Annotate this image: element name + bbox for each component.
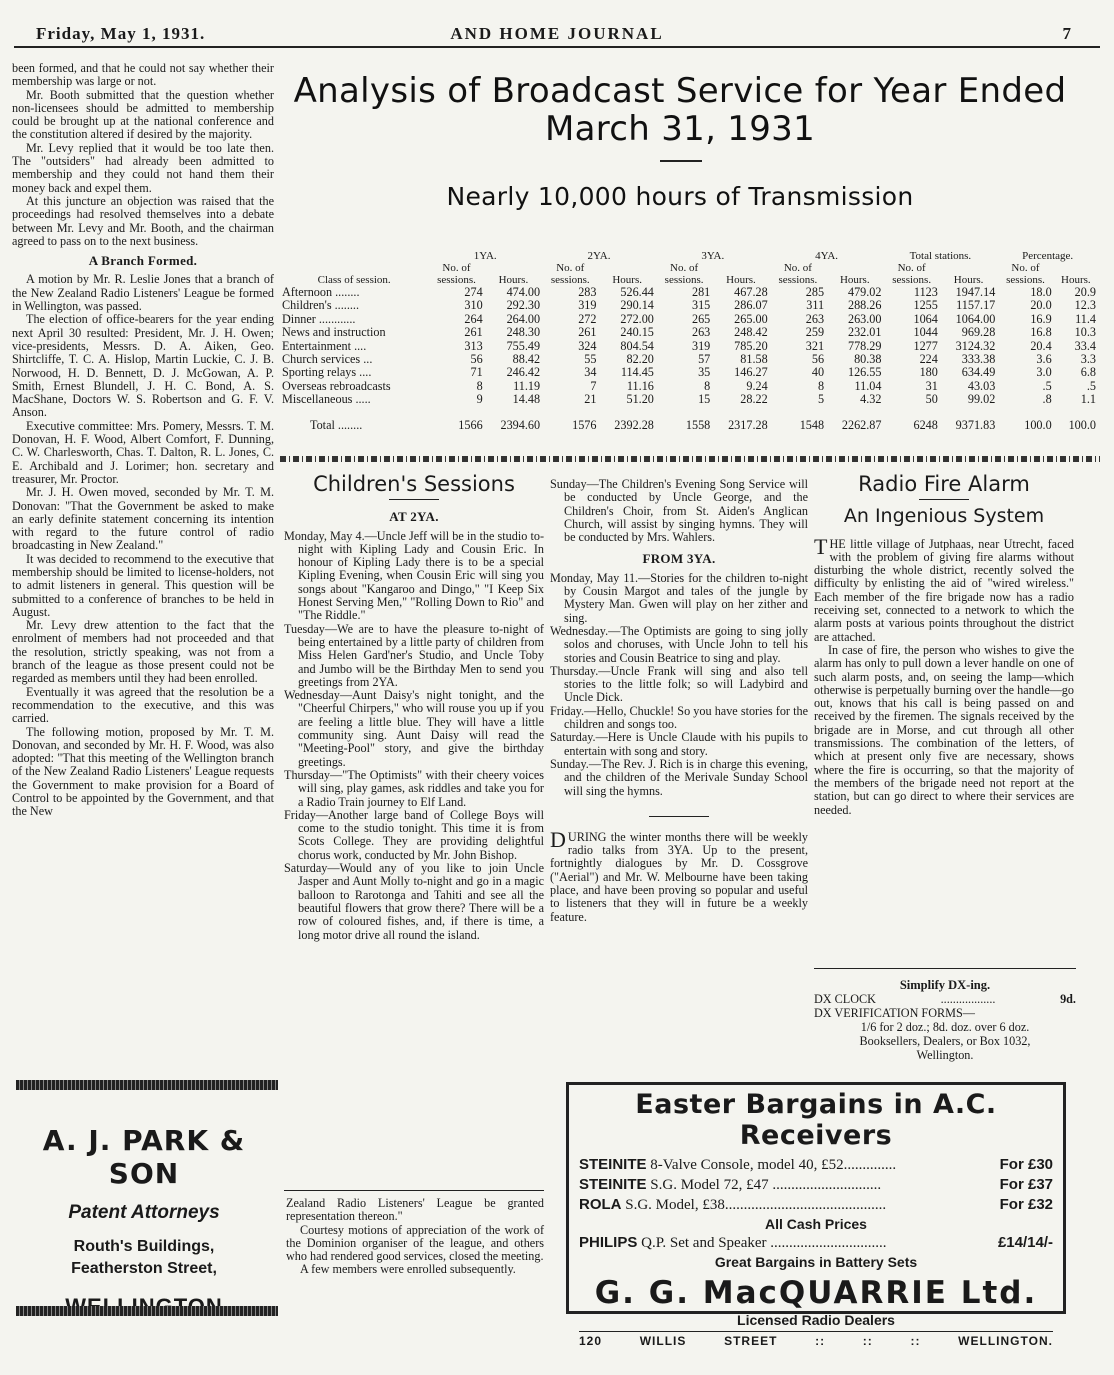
park-bottom-hatch — [16, 1306, 278, 1316]
table-sub-blank — [485, 262, 542, 274]
table-cell: 259 — [805, 325, 825, 340]
page-header — [14, 24, 1100, 48]
dx-clock-row — [814, 992, 1076, 1006]
dx-forms-price: 1/6 for 2 doz.; 8d. doz. over 6 doz. — [860, 1020, 1030, 1034]
table-cell: 1064 — [913, 311, 938, 326]
mac-line-left — [579, 1175, 881, 1195]
left-column-article — [12, 62, 274, 819]
table-cell: 7 — [590, 378, 597, 393]
table-group-label: 1YA. — [473, 250, 497, 262]
table-cell: 265 — [691, 311, 711, 326]
table-cell: 265.00 — [734, 311, 768, 326]
mac-line-left — [579, 1195, 886, 1215]
table-cell: 31 — [925, 378, 938, 393]
table-cell: 8 — [817, 378, 825, 393]
left-paragraph: A motion by Mr. R. Leslie Jones that a branch of the New Zealand Radio Listeners' League be formed in Wellington, was passed. — [12, 272, 274, 314]
table-row — [280, 326, 1098, 339]
table-row — [280, 393, 1098, 406]
table-row — [280, 286, 1098, 299]
radio-fire-title: Radio Fire Alarm — [858, 472, 1030, 496]
table-group-label: 2YA. — [587, 250, 611, 262]
table-cell: 3.6 — [1036, 352, 1052, 367]
table-sub-blank — [1054, 262, 1098, 274]
table-row-label: Dinner ............ — [282, 311, 356, 326]
mac-title: Easter Bargains in A.C. Receivers — [635, 1089, 997, 1151]
table-cell: 321 — [805, 338, 825, 353]
at-2ya-heading: AT 2YA. — [389, 509, 439, 525]
table-cell: 785.20 — [734, 338, 768, 353]
table-cell: 50 — [925, 392, 938, 407]
table-cell: 264 — [464, 311, 483, 326]
table-cell: 274 — [464, 285, 483, 299]
table-cell: 6.8 — [1080, 365, 1096, 380]
mac-address-part: WELLINGTON. — [958, 1334, 1053, 1348]
mac-philips-label: PHILIPS — [579, 1234, 638, 1251]
table-cell: 11.4 — [1075, 311, 1096, 326]
table-cell: 1157.17 — [956, 298, 996, 313]
left-paragraph: Mr. Booth submitted that the question whether non-licensees should be admitted to membership could be brought up at the national conference and the constitution altered if desired by the majority. — [12, 87, 274, 142]
mac-address-part: :: — [862, 1334, 873, 1348]
left-paragraph: At this juncture an objection was raised that the proceedings had resolved themselves into a debate between Mr. Levy and Mr. Booth, and the chairman agreed to pass on to the next business. — [12, 193, 274, 248]
table-cell: 467.28 — [734, 285, 768, 299]
mac-line-desc: S.G. Model, £38........................................... — [625, 1197, 887, 1213]
radio-fire-text — [814, 533, 1074, 817]
table-sessions-label: sessions. — [550, 274, 590, 286]
table-cell: 319 — [578, 298, 597, 313]
table-cell: 292.30 — [506, 298, 541, 313]
table-cell: 526.44 — [620, 285, 654, 299]
table-total-cell: 1566 — [458, 417, 483, 432]
table-sub-blank — [598, 262, 655, 274]
table-cell: 1064.00 — [955, 311, 996, 326]
table-cell: 3124.32 — [955, 338, 996, 353]
dx-city: Wellington. — [916, 1048, 974, 1062]
childrens-item: Wednesday—Aunt Daisy's night tonight, and the "Cheerful Chirpers," who will rouse you up if you are feeling a little blue. They will have a little community sing. Aunt Daisy will read the "Meeting-Pool" story, and give the birthday greetings. — [284, 688, 544, 769]
mac-cash: All Cash Prices — [765, 1216, 867, 1232]
table-row — [280, 366, 1098, 379]
3ya-items — [550, 572, 808, 798]
table-cell: 1123 — [913, 285, 938, 299]
table-cell: 285 — [805, 285, 825, 299]
park-advert — [12, 1098, 276, 1312]
table-cell: .5 — [1042, 378, 1052, 393]
dx-sellers: Booksellers, Dealers, or Box 1032, — [859, 1034, 1031, 1048]
mac-address — [579, 1331, 1053, 1348]
table-cell: 1255 — [913, 298, 938, 313]
table-sub-label: No. of — [1011, 262, 1040, 274]
table-corner — [280, 250, 428, 262]
mac-address-part: STREET — [724, 1334, 778, 1348]
table-total-row — [280, 407, 1098, 432]
table-sessions-label: sessions. — [437, 274, 476, 286]
table-cell: 290.14 — [620, 298, 654, 313]
table-hours-label: Hours. — [612, 274, 642, 286]
park-name: A. J. PARK & SON — [42, 1124, 246, 1190]
tail-paragraph: Courtesy motions of appreciation of the work of the Dominion organiser of the league, and others who had rendered good services, closed the meeting. — [286, 1222, 544, 1264]
table-row-label: Entertainment .... — [282, 338, 367, 353]
table-group-label: 4YA. — [815, 250, 839, 262]
table-cell: 9.24 — [746, 378, 768, 393]
left-paragraph: Executive committee: Mrs. Pomery, Messrs. T. M. Donovan, H. F. Wood, Albert Comfort, F. Dunning, C. W. Charlesworth, Chas. T. Dalton, R. L. Jones, C. E. Archibald and J. Lorimer; hon. secretary and treasurer, Mr. Proctor. — [12, 418, 274, 486]
table-total-cell: 9371.83 — [955, 417, 996, 432]
broadcast-table-grid — [280, 250, 1098, 432]
table-total-cell: 1548 — [799, 417, 825, 432]
mac-address-part: :: — [815, 1334, 826, 1348]
during-rule — [649, 816, 709, 817]
table-cell: 16.9 — [1030, 311, 1052, 326]
table-cell: .5 — [1086, 378, 1096, 393]
table-cell: 33.4 — [1074, 338, 1096, 353]
table-total-cell: 1558 — [685, 417, 711, 432]
table-cell: 9 — [476, 392, 483, 407]
table-cell: 311 — [806, 298, 825, 313]
table-cell: 288.26 — [847, 298, 882, 313]
3ya-item: Saturday.—Here is Uncle Claude with his pupils to entertain with song and story. — [550, 730, 808, 758]
dx-title: Simplify DX-ing. — [899, 978, 991, 992]
table-cell: 263 — [691, 325, 711, 340]
childrens-rule — [389, 499, 439, 500]
table-cell: 51.20 — [626, 392, 654, 407]
table-sub-blank — [940, 262, 997, 274]
macquarrie-advert — [566, 1082, 1066, 1348]
table-sub1-row — [280, 262, 1098, 274]
table-cell: 248.42 — [734, 325, 768, 340]
mac-philips — [579, 1233, 1053, 1253]
dx-advert — [814, 978, 1076, 1062]
dx-clock-dots: .................. — [940, 992, 996, 1006]
3ya-item: Monday, May 11.—Stories for the children to-night by Cousin Margot and tales of the jungle by Mystery Man. Gwen will play on her zither and sing. — [550, 570, 808, 625]
table-sub-blank — [826, 262, 883, 274]
table-row — [280, 353, 1098, 366]
dx-rule — [814, 968, 1076, 969]
table-cell: 21 — [584, 392, 597, 407]
table-row-label: Sporting relays .... — [282, 365, 372, 380]
mac-battery: Great Bargains in Battery Sets — [714, 1254, 918, 1270]
left-paragraph: Mr. Levy replied that it would be too late then. The "outsiders" had already been admitted to membership and they could not hand them their money back and expel them. — [12, 140, 274, 195]
table-sessions-label: sessions. — [892, 274, 932, 286]
table-total-cell: 2317.28 — [728, 417, 768, 432]
table-hours-label: Hours. — [1061, 274, 1091, 286]
table-total-cell: 100.0 — [1024, 417, 1052, 432]
table-total-cell: 6248 — [913, 417, 938, 432]
table-cell: 126.55 — [847, 365, 882, 380]
table-row — [280, 380, 1098, 393]
table-sessions-label: sessions. — [778, 274, 818, 286]
table-cell: 3.3 — [1080, 352, 1096, 367]
dx-clock: DX CLOCK — [814, 992, 876, 1006]
page-number: 7 — [1062, 24, 1072, 43]
table-cell: 272.00 — [620, 311, 654, 326]
table-group-label: Percentage. — [1022, 250, 1074, 262]
mac-line-left — [579, 1155, 896, 1175]
left-subheading: A Branch Formed. — [88, 253, 198, 269]
table-cell: 1044 — [913, 325, 938, 340]
mac-licensed: Licensed Radio Dealers — [737, 1312, 895, 1328]
mac-line-desc: S.G. Model 72, £47 ............................. — [650, 1177, 882, 1193]
table-sub-label: No. of — [897, 262, 926, 274]
table-cell: 71 — [470, 365, 483, 380]
table-group-label: 3YA. — [701, 250, 725, 262]
table-sub-label: No. of — [442, 262, 471, 274]
mac-company: G. G. MacQUARRIE Ltd. — [594, 1275, 1038, 1311]
table-cell: 4.32 — [860, 392, 882, 407]
park-role: Patent Attorneys — [68, 1202, 220, 1223]
childrens-item: Friday—Another large band of College Boys will come to the studio tonight. This time it is from Scots College. They are providing delightful chorus work, conducted by Mr. John Bishop. — [284, 807, 544, 862]
sunday-item: Sunday—The Children's Evening Song Service will be conducted by Uncle George, and the Children's Choir, from St. Aiden's Anglican Church, will assist by singing hymns. They will be conducted by Mrs. Wahlers. — [550, 477, 808, 545]
table-hours-label: Hours. — [839, 274, 870, 286]
table-sub-blank — [712, 262, 769, 274]
table-cell: 146.27 — [734, 365, 768, 380]
mac-line-label: ROLA — [579, 1196, 622, 1213]
table-cell: 11.16 — [626, 378, 654, 393]
park-addr2: Featherston Street, — [71, 1260, 217, 1277]
table-row — [280, 340, 1098, 353]
table-row — [280, 313, 1098, 326]
3ya-item: Friday.—Hello, Chuckle! So you have stories for the children and songs too. — [550, 703, 808, 732]
table-cell: 180 — [919, 365, 938, 380]
table-cell: 114.45 — [620, 365, 654, 380]
left-paragraph: The following motion, proposed by Mr. T. M. Donovan, and seconded by Mr. H. F. Wood, was also adopted: "That this meeting of the Wellington branch of the New Zealand Radio Listeners' League requests the Government to make provision for a Board of Control to be appointed by the Government, and that the New — [12, 724, 274, 819]
table-cell: 263 — [805, 311, 825, 326]
table-hours-label: Hours. — [726, 274, 756, 286]
radio-fire-paragraph: THE little village of Jutphaas, near Utrecht, faced with the problem of giving fire alarms without disturbing the whole district, recently solved the difficulty by enlisting the aid of "wired wireless." Each member of the fire brigade now has a radio receiving set, connected to a network to which the alarm posts at various points throughout the district are attached. — [814, 533, 1074, 644]
table-cell: 99.02 — [967, 392, 996, 407]
table-row — [280, 299, 1098, 312]
mac-line-price: For £30 — [999, 1156, 1053, 1173]
table-cell: 43.03 — [967, 378, 996, 393]
table-cell: 634.49 — [961, 365, 996, 380]
table-cell: 281 — [691, 285, 711, 299]
mac-philips-price: £14/14/- — [997, 1234, 1053, 1251]
table-cell: 319 — [691, 338, 711, 353]
section-divider — [280, 456, 1100, 462]
table-cell: 56 — [470, 352, 483, 367]
table-total-cell: 2394.60 — [500, 417, 541, 432]
table-cell: 324 — [578, 338, 597, 353]
left-paragraph: Eventually it was agreed that the resolution be a recommendation to the executive, and this was carried. — [12, 684, 274, 726]
radio-fire-alarm-column — [814, 472, 1074, 817]
left-paragraph: been formed, and that he could not say whether their membership was large or not. — [12, 61, 274, 89]
article-tail — [286, 1197, 544, 1277]
table-total-cell: 2392.28 — [614, 417, 654, 432]
table-cell: 80.38 — [854, 352, 882, 367]
table-cell: 5 — [817, 392, 825, 407]
table-cell: 1277 — [913, 338, 938, 353]
table-sessions-label: sessions. — [664, 274, 704, 286]
table-cell: 35 — [698, 365, 711, 380]
table-cell: 283 — [578, 285, 597, 299]
table-total-cell: 1576 — [572, 417, 597, 432]
mac-address-part: 120 — [579, 1334, 603, 1348]
table-cell: 246.42 — [506, 365, 541, 380]
table-row-label: News and instruction — [282, 325, 386, 340]
table-cell: 1947.14 — [955, 285, 996, 299]
broadcast-table — [280, 250, 1098, 432]
table-cell: 315 — [691, 298, 711, 313]
mac-philips-desc: Q.P. Set and Speaker ............................... — [641, 1235, 887, 1251]
tail-paragraph: Zealand Radio Listeners' League be granted representation thereon." — [286, 1196, 544, 1224]
dx-forms: DX VERIFICATION FORMS— — [814, 1006, 975, 1020]
3ya-item: Thursday.—Uncle Frank will sing and also tell stories to the little folk; so will Ladybird and Uncle Dick. — [550, 663, 808, 705]
table-cell: 15 — [698, 392, 711, 407]
table-subtitle: Nearly 10,000 hours of Transmission — [446, 182, 914, 211]
table-hours-label: Hours. — [498, 274, 529, 286]
table-cell: 82.20 — [626, 352, 654, 367]
table-cell: 313 — [464, 338, 483, 353]
table-cell: 16.8 — [1030, 325, 1052, 340]
park-top-hatch — [16, 1080, 278, 1090]
mac-address-part: WILLIS — [639, 1334, 687, 1348]
childrens-title: Children's Sessions — [313, 472, 515, 496]
table-total-cell: 2262.87 — [841, 417, 882, 432]
mac-line — [579, 1195, 1053, 1215]
table-cell: 10.3 — [1074, 325, 1096, 340]
3ya-item: Wednesday.—The Optimists are going to sing jolly solos and choruses, with Uncle John to tell his stories and Cousin Beatrice to sing and play. — [550, 623, 808, 665]
mac-line-label: STEINITE — [579, 1156, 647, 1173]
sunday-items — [550, 478, 808, 544]
3ya-item: Sunday.—The Rev. J. Rich is in charge this evening, and the children of the Merivale Sunday School will sing the hymns. — [550, 756, 808, 798]
radio-fire-rule — [919, 499, 969, 500]
table-cell: 264.00 — [506, 311, 541, 326]
table-cell: 286.07 — [734, 298, 768, 313]
table-group-label: Total stations. — [909, 250, 972, 262]
mac-line-desc: 8-Valve Console, model 40, £52.............. — [650, 1157, 897, 1173]
table-cell: 57 — [698, 352, 711, 367]
sunday-3ya-column — [550, 478, 808, 924]
header-date: Friday, May 1, 1931. — [36, 24, 206, 43]
park-addr1: Routh's Buildings, — [73, 1238, 215, 1255]
childrens-item: Monday, May 4.—Uncle Jeff will be in the studio to-night with Kipling Lady and Cousin Eric. In honour of Kipling Lady there is to be a special Kipling Evening, when Cousin Eric will sing you songs about "Kangaroo and Dingo," "I Keep Six Honest Serving Men," "Rolling Down to Rio" and "The Riddle." — [284, 528, 544, 623]
table-cell: 969.28 — [961, 325, 996, 340]
table-cell: 224 — [919, 352, 938, 367]
mac-line — [579, 1155, 1053, 1175]
left-paragraph: Mr. J. H. Owen moved, seconded by Mr. T. M. Donovan: "That the Government be asked to make an early definite statement concerning its intention with regard to the future control of radio broadcasting in New Zealand." — [12, 485, 274, 553]
table-cell: 333.38 — [961, 352, 996, 367]
childrens-item: Saturday—Would any of you like to join Uncle Jasper and Aunt Molly to-night and go in a magic balloon to Rarotonga and Tahiti and see all the beautiful flowers that grow there? There will be a row of coloured fishes, and, if there is time, a long motor drive all round the island. — [284, 861, 544, 942]
table-row-label: Church services ... — [282, 352, 373, 367]
table-cell: 804.54 — [620, 338, 654, 353]
table-cell: 14.48 — [512, 392, 541, 407]
table-cell: 8 — [476, 378, 483, 393]
table-row-label: Miscellaneous ..... — [282, 392, 371, 407]
table-cell: 20.4 — [1030, 338, 1052, 353]
table-cell: 18.0 — [1030, 285, 1052, 299]
childrens-items — [284, 530, 544, 942]
left-paragraph: It was decided to recommend to the executive that membership should be limited to license-holders, not to admit listeners in general. This question will be submitted to a conference of branches to be held in August. — [12, 551, 274, 619]
table-sub-label: No. of — [556, 262, 585, 274]
table-cell: 28.22 — [740, 392, 768, 407]
table-hours-label: Hours. — [953, 274, 984, 286]
table-cell: 55 — [584, 352, 597, 367]
title-rule — [660, 160, 702, 162]
childrens-item: Thursday—"The Optimists" with their cheery voices will sing, play games, ask riddles and take you for a Radio Train journey to Elf Land. — [284, 767, 544, 809]
table-cell: 8 — [704, 378, 711, 393]
table-cell: 479.02 — [847, 285, 882, 299]
table-cell: 248.30 — [506, 325, 541, 340]
table-cell: 20.9 — [1074, 285, 1096, 299]
left-paragraph: Mr. Levy drew attention to the fact that the enrolment of members had not proceeded and that the resolution, strictly speaking, was not from a branch of the league as those present could not be regarded as members until they had been enrolled. — [12, 618, 274, 686]
mac-lines — [579, 1155, 1053, 1215]
table-cell: 310 — [464, 298, 483, 313]
table-row-label: Children's ........ — [282, 298, 360, 313]
table-cell: .8 — [1042, 392, 1052, 407]
table-cell: 3.0 — [1036, 365, 1052, 380]
winter-talks-paragraph: DURING the winter months there will be weekly radio talks from 3YA. Up to the present, fortnightly dialogues by Mr. D. Cossgrove ("Aerial") and Mr. W. Melbourne have been taking place, and have been proving so popular and useful to listeners that they will in future be a weekly feature. — [550, 826, 808, 924]
table-total-label: Total ........ — [310, 417, 363, 432]
dx-clock-price: 9d. — [1060, 992, 1076, 1006]
table-cell: 272 — [578, 311, 597, 326]
tail-rule — [284, 1190, 544, 1191]
table-cell: 81.58 — [740, 352, 768, 367]
table-cell: 88.42 — [512, 352, 541, 367]
table-cell: 12.3 — [1074, 298, 1096, 313]
table-cell: 240.15 — [620, 325, 654, 340]
mac-line-price: For £37 — [999, 1176, 1053, 1193]
table-row-label: Afternoon ........ — [282, 285, 360, 299]
table-cell: 11.19 — [513, 378, 541, 393]
table-cell: 755.49 — [506, 338, 541, 353]
table-cell: 20.0 — [1030, 298, 1052, 313]
table-row-label: Overseas rebroadcasts — [282, 378, 391, 393]
table-cell: 778.29 — [847, 338, 882, 353]
mac-line — [579, 1175, 1053, 1195]
table-sub-label: No. of — [783, 262, 812, 274]
header-journal: AND HOME JOURNAL — [450, 24, 664, 43]
childrens-sessions-column — [284, 472, 544, 942]
mac-line-price: For £32 — [999, 1196, 1053, 1213]
table-sessions-label: sessions. — [1006, 274, 1045, 286]
table-class-label: Class of session. — [317, 274, 391, 286]
table-cell: 261 — [578, 325, 597, 340]
from-3ya-heading: FROM 3YA. — [642, 551, 716, 567]
childrens-item: Tuesday—We are to have the pleasure to-night of being entertained by a little party of children from Miss Helen Gard'ner's Studio, and Uncle Toby and Jumbo will be the Birthday Men to send you greetings from 2YA. — [284, 621, 544, 689]
table-corner — [280, 262, 428, 274]
table-title: Analysis of Broadcast Service for Year Ended March 31, 1931 — [293, 71, 1067, 149]
table-cell: 232.01 — [847, 325, 882, 340]
radio-fire-paragraph: In case of fire, the person who wishes to give the alarm has only to pull down a lever handle on one of such alarm posts, and, on seeing the lamp—which otherwise is perpetually burning over the handle—go out, knows that his call is being passed on and received by the firemen. The signals received by the brigade are in Morse, and cut through all other transmissions. The combination of the letters, of which at present only five are necessary, shows where the fire is occurring, so that the majority of the members of the brigade need not report at the station, but can go direct to where their services are needed. — [814, 642, 1074, 817]
table-sub-label: No. of — [670, 262, 699, 274]
table-cell: 263.00 — [847, 311, 882, 326]
table-cell: 34 — [584, 365, 597, 380]
table-cell: 40 — [811, 365, 825, 380]
table-cell: 474.00 — [506, 285, 541, 299]
table-group-row — [280, 250, 1098, 262]
table-cell: 261 — [464, 325, 483, 340]
tail-paragraph: A few members were enrolled subsequently. — [300, 1262, 516, 1277]
table-cell: 1.1 — [1080, 392, 1096, 407]
table-total-cell: 100.0 — [1068, 417, 1096, 432]
table-cell: 11.04 — [854, 378, 882, 393]
left-paragraph: The election of office-bearers for the year ending next April 30 resulted: President, Mr. J. H. Owen; vice-presidents, Messrs. D. A. Aiken, Geo. Shirtcliffe, T. C. A. Hislop, Martin Luckie, C. J. B. Norwood, H. D. Bennett, D. J. McGowan, A. P. Smith, Ernest Blundell, J. H. C. Bond, A. S. MacShane, Doctors W. S. Robertson and G. F. V. Anson. — [12, 312, 274, 420]
radio-fire-subtitle: An Ingenious System — [843, 505, 1045, 528]
table-cell: 56 — [811, 352, 825, 367]
mac-line-label: STEINITE — [579, 1176, 647, 1193]
mac-address-part: :: — [910, 1334, 921, 1348]
